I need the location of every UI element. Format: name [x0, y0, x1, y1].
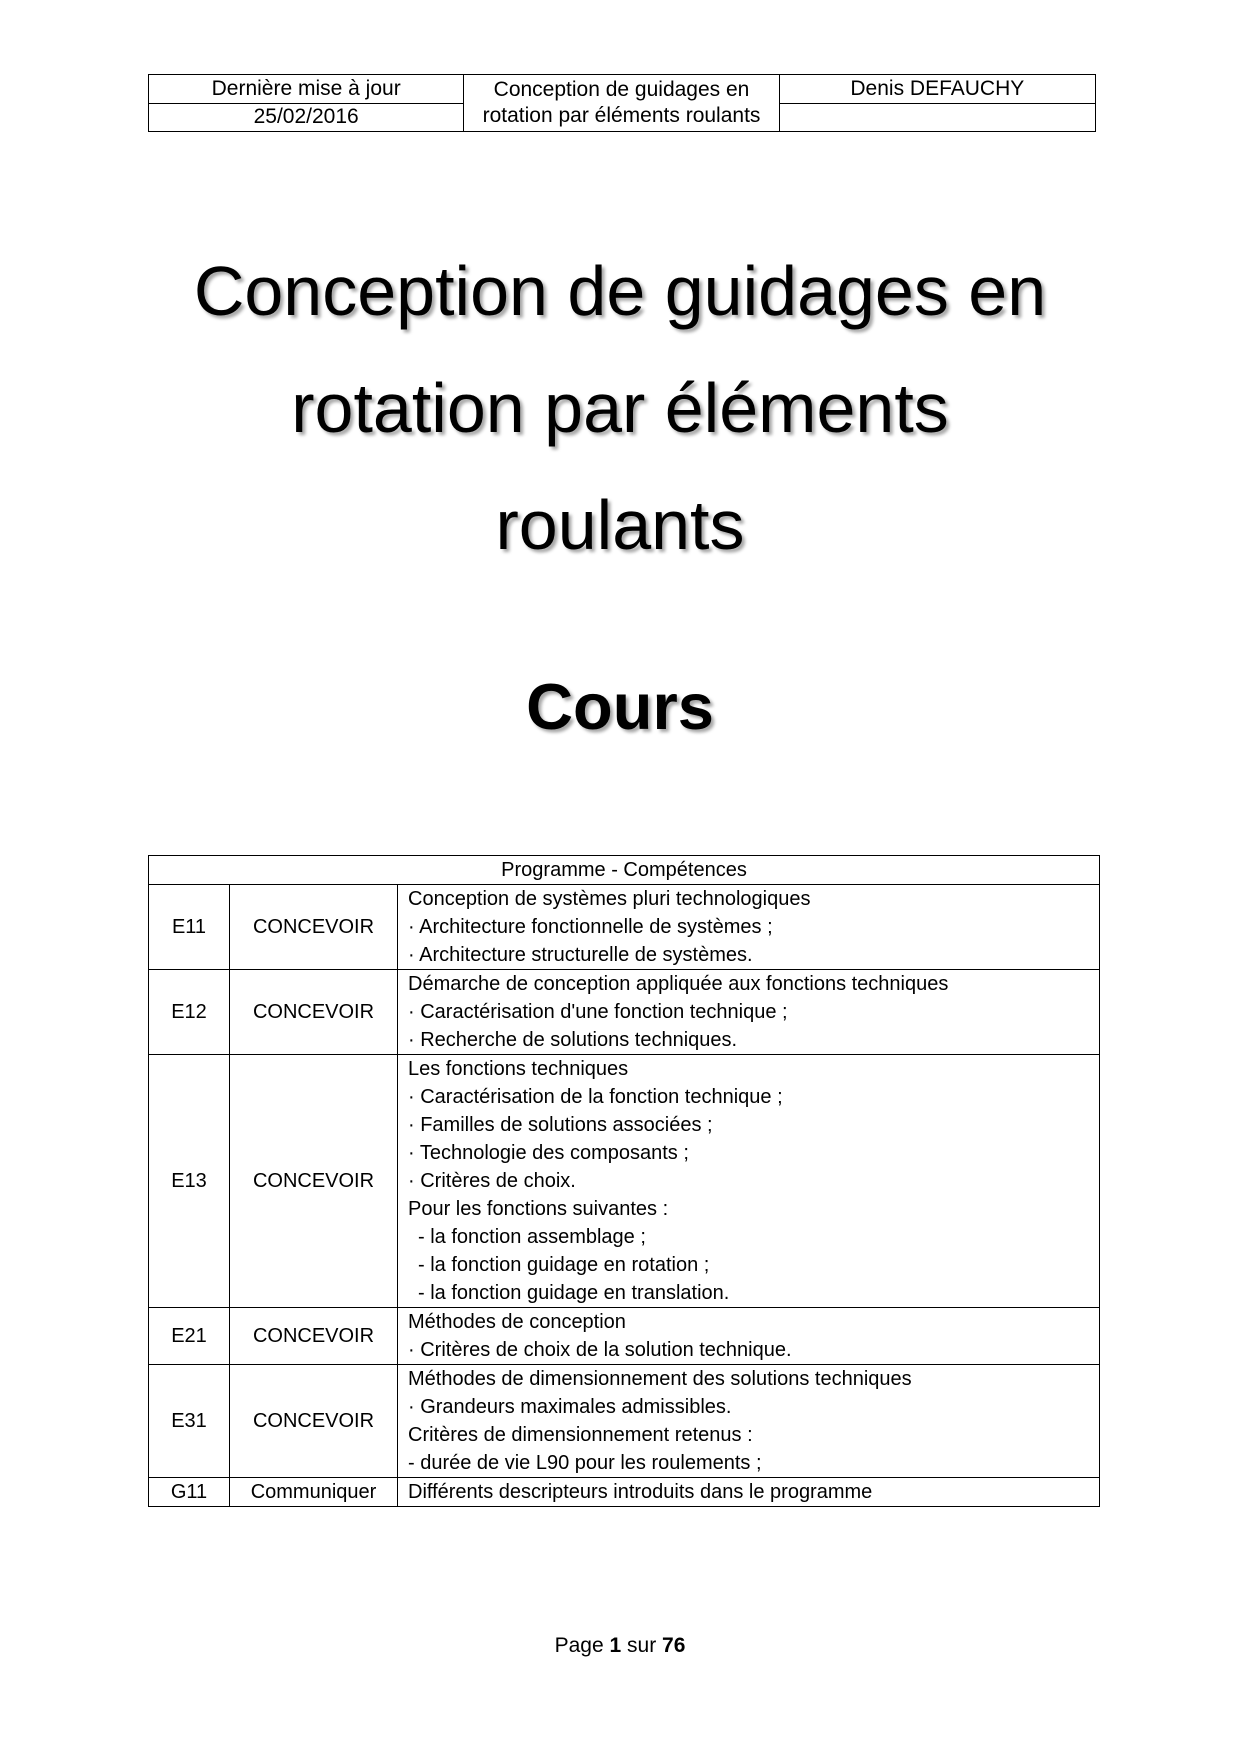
title-line-1: Conception de guidages en [193, 252, 1047, 330]
competence-verb: CONCEVOIR [230, 885, 398, 970]
competence-code: G11 [149, 1478, 230, 1507]
description-line: · Critères de choix. [408, 1170, 576, 1192]
competence-verb: Communiquer [230, 1478, 398, 1507]
table-row [149, 970, 1100, 1055]
page-prefix: Page [554, 1634, 604, 1657]
page-subtitle: Cours [526, 670, 714, 743]
page-current: 1 [609, 1634, 622, 1657]
description-line: · Caractérisation d'une fonction technique ; [408, 1001, 788, 1023]
description-line: · Familles de solutions associées ; [408, 1114, 713, 1136]
table-row [149, 885, 1100, 970]
page-separator: sur [627, 1634, 657, 1657]
page-number [0, 1632, 1240, 1660]
programme-competences-table [148, 855, 1100, 1507]
competence-verb: CONCEVOIR [230, 1308, 398, 1365]
competence-code: E21 [149, 1308, 230, 1365]
competence-description [398, 885, 1100, 970]
competence-description [398, 1055, 1100, 1308]
description-line: Démarche de conception appliquée aux fonctions techniques [408, 973, 949, 995]
competence-description [398, 970, 1100, 1055]
page-title [120, 233, 1120, 584]
description-line: Différents descripteurs introduits dans le programme [408, 1481, 873, 1503]
competence-verb: CONCEVOIR [230, 970, 398, 1055]
table-row [149, 1055, 1100, 1308]
header-empty-cell [779, 103, 1095, 132]
competence-code: E31 [149, 1365, 230, 1478]
header-doc-title [464, 75, 779, 132]
competence-description [398, 1478, 1100, 1507]
description-line: · Critères de choix de la solution technique. [408, 1339, 792, 1361]
competence-code: E11 [149, 885, 230, 970]
description-line: - durée de vie L90 pour les roulements ; [408, 1452, 762, 1474]
competence-verb: CONCEVOIR [230, 1055, 398, 1308]
description-line: Conception de systèmes pluri technologiques [408, 888, 811, 910]
description-line: · Architecture fonctionnelle de systèmes ; [408, 916, 773, 938]
last-update-date: 25/02/2016 [149, 103, 464, 132]
competence-code: E13 [149, 1055, 230, 1308]
title-line-2: rotation par éléments [291, 369, 949, 447]
description-line: Les fonctions techniques [408, 1058, 629, 1080]
header-doc-title-line2: rotation par éléments roulants [482, 104, 761, 127]
header-doc-title-line1: Conception de guidages en [493, 78, 750, 101]
description-line: · Technologie des composants ; [408, 1142, 689, 1164]
competence-code: E12 [149, 970, 230, 1055]
title-line-3: roulants [495, 486, 745, 564]
description-line: · Architecture structurelle de systèmes. [408, 944, 753, 966]
competence-verb: CONCEVOIR [230, 1365, 398, 1478]
table-row [149, 1478, 1100, 1507]
description-line: - la fonction guidage en translation. [418, 1282, 730, 1304]
description-line: · Grandeurs maximales admissibles. [408, 1396, 732, 1418]
description-line: Méthodes de dimensionnement des solutions techniques [408, 1368, 912, 1390]
competence-description [398, 1365, 1100, 1478]
author-name: Denis DEFAUCHY [779, 75, 1095, 104]
table-header-row [149, 856, 1100, 885]
document-header [148, 74, 1096, 132]
description-line: Critères de dimensionnement retenus : [408, 1424, 753, 1446]
table-heading: Programme - Compétences [149, 856, 1100, 885]
page-total: 76 [662, 1634, 686, 1657]
description-line: · Recherche de solutions techniques. [408, 1029, 738, 1051]
description-line: - la fonction guidage en rotation ; [418, 1254, 710, 1276]
description-line: - la fonction assemblage ; [418, 1226, 646, 1248]
description-line: · Caractérisation de la fonction technique ; [408, 1086, 783, 1108]
table-row [149, 1365, 1100, 1478]
table-row [149, 1308, 1100, 1365]
description-line: Pour les fonctions suivantes : [408, 1198, 669, 1220]
competence-description [398, 1308, 1100, 1365]
last-update-label: Dernière mise à jour [149, 75, 464, 104]
description-line: Méthodes de conception [408, 1311, 626, 1333]
